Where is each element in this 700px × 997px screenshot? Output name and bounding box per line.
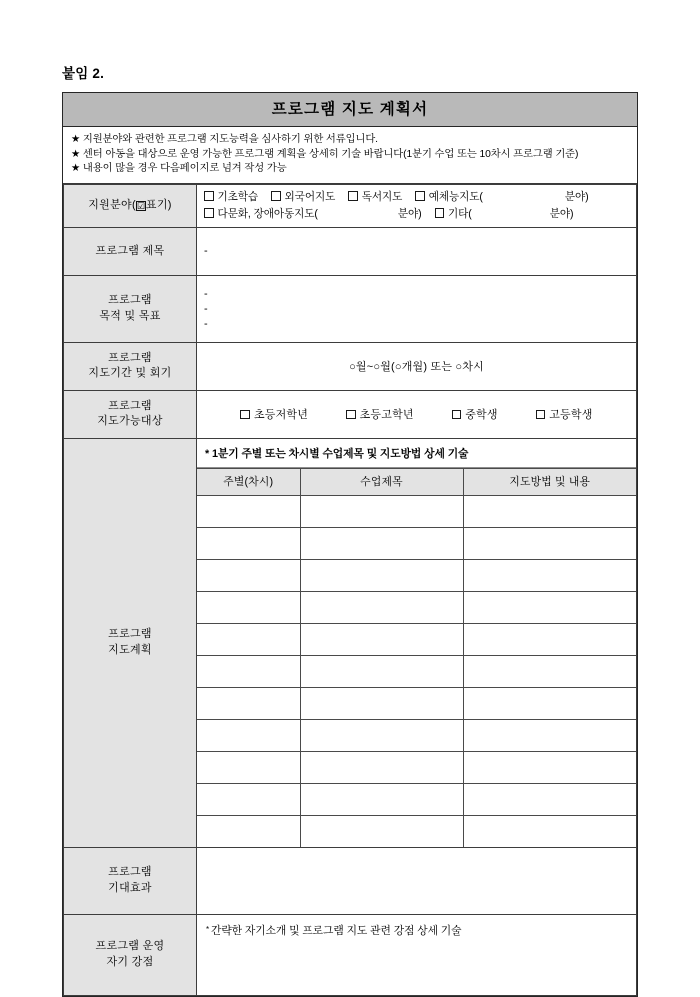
label-effect-line1: 프로그램 [108,866,152,879]
label-purpose-line1: 프로그램 [108,294,152,307]
cell-method[interactable] [463,623,636,655]
form-title: 프로그램 지도 계획서 [63,93,637,127]
row-purpose [64,275,637,342]
checkbox-icon[interactable] [204,208,214,218]
value-period[interactable]: ○월~○월(○개월) 또는 ○차시 [197,342,637,390]
checked-box-icon: ☑ [136,201,146,212]
checkbox-icon[interactable] [536,410,546,420]
checkbox-item-elementary-upper[interactable] [346,406,414,422]
plan-col-lesson-title: 수업제목 [300,468,463,495]
table-row[interactable] [197,687,636,719]
checkbox-icon[interactable] [271,191,281,201]
row-expected-effect [64,847,637,914]
cell-lesson-title[interactable] [300,687,463,719]
value-target-group [197,390,637,438]
attachment-label: 붙임 2. [62,66,105,81]
program-title-input[interactable]: - [204,245,208,258]
table-row[interactable] [197,655,636,687]
row-self-strength [64,914,637,995]
value-program-title[interactable] [197,227,637,275]
cell-week[interactable] [197,655,300,687]
label-support-field-suffix: 표기) [145,199,172,212]
table-row[interactable] [197,559,636,591]
label-strength-line1: 프로그램 운영 [95,940,165,953]
plan-schedule-table [197,468,636,847]
checkbox-item-high-school[interactable] [536,406,593,422]
label-period-line2: 지도기간 및 회기 [88,367,172,380]
checkbox-label-tail: 분야) [397,207,422,220]
purpose-mark-2: - [204,302,208,315]
checkbox-label: 기초학습 [217,190,259,203]
cell-lesson-title[interactable] [300,495,463,527]
label-period [64,342,197,390]
checkbox-icon[interactable] [348,191,358,201]
table-row[interactable] [197,495,636,527]
label-support-field-prefix: 지원분야( [88,199,136,212]
label-self-strength [64,914,197,995]
label-target-line1: 프로그램 [108,399,152,412]
value-teaching-plan [197,438,637,847]
label-plan-line1: 프로그램 [108,628,152,641]
checkbox-icon[interactable] [346,410,356,420]
label-plan-line2: 지도계획 [108,643,152,656]
cell-method[interactable] [463,655,636,687]
label-strength-line2: 자기 강점 [106,955,154,968]
checkbox-item-middle-school[interactable] [452,406,498,422]
form-table [63,184,637,996]
cell-week[interactable] [197,495,300,527]
purpose-mark-3: - [204,317,208,330]
row-support-field [64,184,637,227]
cell-lesson-title[interactable] [300,751,463,783]
self-strength-note-text: 간략한 자기소개 및 프로그램 지도 관련 강점 상세 기술 [211,924,462,937]
cell-lesson-title[interactable] [300,655,463,687]
cell-lesson-title[interactable] [300,559,463,591]
cell-week[interactable] [197,559,300,591]
table-row[interactable] [197,623,636,655]
label-effect-line2: 기대효과 [108,881,152,894]
label-program-title: 프로그램 제목 [64,227,197,275]
label-purpose [64,275,197,342]
table-row[interactable] [197,751,636,783]
table-row[interactable] [197,783,636,815]
table-row[interactable] [197,719,636,751]
label-target-group [64,390,197,438]
cell-method[interactable] [463,687,636,719]
checkbox-item-arts-sports[interactable] [415,189,588,206]
cell-week[interactable] [197,751,300,783]
checkbox-item-multicultural-disabled[interactable] [204,206,422,223]
label-target-line2: 지도가능대상 [97,415,163,428]
plan-table-header-row [197,468,636,495]
value-purpose[interactable] [197,275,637,342]
label-support-field [64,184,197,227]
cell-method[interactable] [463,751,636,783]
label-purpose-line2: 목적 및 목표 [99,309,161,322]
checkbox-item-foreign-language[interactable] [271,189,335,206]
label-expected-effect [64,847,197,914]
cell-method[interactable] [463,719,636,751]
note-line-1: ★ 지원분야와 관련한 프로그램 지도능력을 심사하기 위한 서류입니다. [71,134,378,145]
checkbox-item-etc[interactable] [435,206,574,223]
cell-method[interactable] [463,495,636,527]
support-field-line-2 [204,206,629,223]
plan-col-method: 지도방법 및 내용 [463,468,636,495]
cell-method[interactable] [463,527,636,559]
cell-lesson-title[interactable] [300,623,463,655]
note-line-2: ★ 센터 아동을 대상으로 운영 가능한 프로그램 계획을 상세히 기술 바랍니다(1분기 수업 또는 10차시 프로그램 기준) [71,148,579,160]
checkbox-icon[interactable] [435,208,445,218]
table-row[interactable] [197,527,636,559]
checkbox-item-elementary-lower[interactable] [240,406,308,422]
row-target-group [64,390,637,438]
checkbox-label: 초등고학년 [359,409,414,422]
checkbox-icon[interactable] [415,191,425,201]
instruction-notes [63,127,637,184]
row-program-title [64,227,637,275]
cell-method[interactable] [463,591,636,623]
cell-week[interactable] [197,687,300,719]
checkbox-icon[interactable] [204,191,214,201]
cell-lesson-title[interactable] [300,815,463,847]
checkbox-label-tail: 분야) [549,207,574,220]
checkbox-label: 독서지도 [361,190,403,203]
row-teaching-plan [64,438,637,847]
purpose-input[interactable] [204,286,629,332]
cell-lesson-title[interactable] [300,527,463,559]
cell-week[interactable] [197,719,300,751]
cell-lesson-title[interactable] [300,783,463,815]
cell-week[interactable] [197,591,300,623]
cell-method[interactable] [463,559,636,591]
cell-week[interactable] [197,623,300,655]
value-support-field [197,184,637,227]
checkbox-label: 초등저학년 [253,409,309,422]
cell-method[interactable] [463,815,636,847]
cell-lesson-title[interactable] [300,719,463,751]
plan-table-body [197,495,636,847]
cell-method[interactable] [463,783,636,815]
label-period-line1: 프로그램 [108,351,152,364]
checkbox-item-reading[interactable] [348,189,402,206]
table-row[interactable] [197,591,636,623]
checkbox-label-tail: 분야) [564,190,589,203]
checkbox-label: 외국어지도 [284,190,336,203]
label-teaching-plan [64,438,197,847]
plan-col-week: 주별(차시) [197,468,300,495]
checkbox-icon[interactable] [452,410,462,420]
checkbox-label: 중학생 [465,409,498,422]
checkbox-label: 다문화, 장애아동지도( [217,207,318,220]
cell-week[interactable] [197,783,300,815]
support-field-line-1 [204,189,629,206]
asterisk-icon: * [206,924,210,934]
row-period [64,342,637,390]
checkbox-icon[interactable] [240,410,250,420]
value-self-strength[interactable] [197,914,637,995]
self-strength-note [204,919,629,938]
cell-lesson-title[interactable] [300,591,463,623]
plan-instruction-note: * 1분기 주별 또는 차시별 수업제목 및 지도방법 상세 기술 [197,439,636,468]
note-line-3: ★ 내용이 많을 경우 다음페이지로 넘겨 작성 가능 [71,163,287,175]
checkbox-label: 고등학생 [549,409,593,422]
checkbox-label: 예체능지도( [428,190,483,203]
checkbox-label: 기타( [448,207,472,220]
program-plan-form [62,92,638,997]
cell-week[interactable] [197,815,300,847]
value-expected-effect[interactable] [197,847,637,914]
table-row[interactable] [197,815,636,847]
checkbox-item-basic-learning[interactable] [204,189,258,206]
purpose-mark-1: - [204,287,208,300]
cell-week[interactable] [197,527,300,559]
